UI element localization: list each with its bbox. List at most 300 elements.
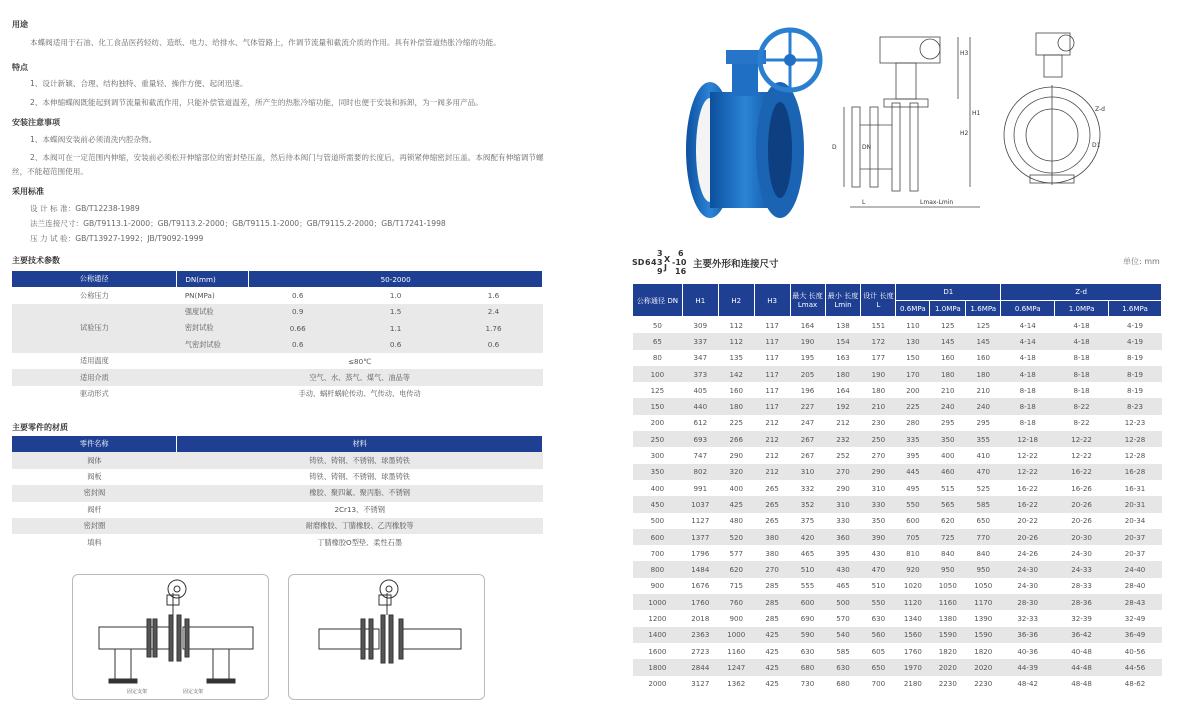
table-cell: 210 xyxy=(941,385,955,395)
table-cell: 20-26 xyxy=(1071,516,1092,526)
part-name: 密封圈 xyxy=(12,518,177,534)
table-cell: 240 xyxy=(966,398,1001,414)
table-cell: 500 xyxy=(825,594,861,610)
tech-cell: 0.6 xyxy=(249,337,347,353)
tech-label: 试验压力 xyxy=(12,304,177,353)
tech-cell: 1.0 xyxy=(389,291,402,301)
table-cell: 400 xyxy=(729,483,744,493)
table-cell: 225 xyxy=(896,398,930,414)
table-cell: 600 xyxy=(906,516,920,526)
table-cell: 1170 xyxy=(966,594,1001,610)
table-cell: 32-49 xyxy=(1124,613,1146,623)
usage-title: 用途 xyxy=(12,20,28,29)
table-cell: 400 xyxy=(650,483,665,493)
table-cell: 2020 xyxy=(930,659,966,675)
table-cell: 1037 xyxy=(682,496,718,512)
valve-photo xyxy=(680,20,855,230)
table-cell: 154 xyxy=(825,333,861,349)
table-cell: 1390 xyxy=(974,613,993,623)
table-cell: 267 xyxy=(790,431,825,447)
table-cell: 2723 xyxy=(691,646,710,656)
table-cell: 247 xyxy=(800,418,815,428)
table-cell: 510 xyxy=(790,561,825,577)
model-j: J xyxy=(664,263,667,272)
table-cell: 700 xyxy=(871,679,886,689)
table-cell: 295 xyxy=(976,418,991,428)
table-cell: 100 xyxy=(633,366,683,382)
table-cell: 550 xyxy=(896,496,930,512)
table-cell: 36-49 xyxy=(1109,627,1162,643)
table-cell: 12-22 xyxy=(1017,451,1039,461)
table-cell: 212 xyxy=(754,431,790,447)
col-header-pressure: 1.6MPa xyxy=(966,300,1001,317)
table-cell: 8-18 xyxy=(1019,418,1036,428)
table-cell: 1796 xyxy=(691,548,710,558)
part-name: 填料 xyxy=(87,537,102,547)
table-cell: 24-40 xyxy=(1109,561,1162,577)
model-code xyxy=(632,249,702,275)
table-cell: 117 xyxy=(754,333,790,349)
table-cell: 465 xyxy=(836,581,850,591)
table-cell: 350 xyxy=(633,464,683,480)
tech-cell: 0.6 xyxy=(445,337,543,353)
dim-label: DN xyxy=(862,144,872,151)
table-cell: 125 xyxy=(941,320,955,330)
table-cell: 375 xyxy=(800,516,815,526)
table-cell: 290 xyxy=(861,464,896,480)
install-diagram-1 xyxy=(72,574,269,700)
table-cell: 170 xyxy=(896,366,930,382)
table-cell: 430 xyxy=(871,548,886,558)
col-header-pressure: 1.0MPa xyxy=(930,300,966,317)
table-row xyxy=(633,529,1162,545)
table-cell: 590 xyxy=(790,627,825,643)
table-cell: 680 xyxy=(790,659,825,675)
dim-label: Z-d xyxy=(1095,106,1105,113)
install-item: 1、本蝶阀安装前必须清洗内腔杂物。 xyxy=(30,135,157,144)
table-cell: 2020 xyxy=(966,659,1001,675)
table-cell: 460 xyxy=(930,464,966,480)
table-cell: 44-56 xyxy=(1109,659,1162,675)
table-cell: 330 xyxy=(836,516,850,526)
part-material: 铸铁、铸钢、不锈钢、球墨铸铁 xyxy=(309,471,410,481)
table-cell: 16-22 xyxy=(1017,483,1039,493)
table-cell: 164 xyxy=(836,385,850,395)
table-cell: 390 xyxy=(861,529,896,545)
table-cell: 117 xyxy=(765,353,779,363)
table-row xyxy=(633,676,1162,692)
table-cell: 4-19 xyxy=(1126,320,1144,330)
dim-label: H1 xyxy=(972,110,981,117)
table-cell: 347 xyxy=(693,353,708,363)
table-cell: 337 xyxy=(682,333,718,349)
table-cell: 690 xyxy=(800,613,815,623)
table-cell: 395 xyxy=(906,451,920,461)
table-cell: 620 xyxy=(941,516,955,526)
table-cell: 332 xyxy=(800,483,815,493)
table-cell: 4-18 xyxy=(1001,366,1055,382)
table-cell: 20-34 xyxy=(1124,516,1146,526)
table-cell: 28-30 xyxy=(1001,594,1055,610)
table-cell: 465 xyxy=(800,548,815,558)
table-cell: 160 xyxy=(941,353,955,363)
table-cell: 8-19 xyxy=(1109,366,1162,382)
table-cell: 335 xyxy=(896,431,930,447)
col-header-l: 设计 长度 L xyxy=(861,284,896,317)
table-cell: 760 xyxy=(718,594,754,610)
table-cell: 125 xyxy=(976,320,991,330)
table-cell: 355 xyxy=(966,431,1001,447)
table-cell: 605 xyxy=(871,646,886,656)
table-cell: 1800 xyxy=(633,659,683,675)
table-cell: 1484 xyxy=(682,561,718,577)
tech-label: 适用温度 xyxy=(80,356,109,366)
table-cell: 2180 xyxy=(903,679,922,689)
table-cell: 770 xyxy=(966,529,1001,545)
table-cell: 400 xyxy=(941,451,955,461)
tech-cell: 气密封试验 xyxy=(177,337,249,353)
standard-item: 压 力 试 验：GB/T13927-1992；JB/T9092-1999 xyxy=(30,234,204,243)
table-row xyxy=(633,333,1162,349)
table-cell: 810 xyxy=(906,548,920,558)
table-cell: 425 xyxy=(765,646,779,656)
model-sub: 16 xyxy=(675,267,687,276)
table-cell: 2230 xyxy=(974,679,993,689)
table-cell: 900 xyxy=(650,581,665,591)
table-row xyxy=(633,464,1162,480)
table-cell: 840 xyxy=(976,548,991,558)
table-cell: 12-23 xyxy=(1124,418,1146,428)
table-cell: 36-42 xyxy=(1055,627,1109,643)
table-cell: 16-26 xyxy=(1071,483,1092,493)
table-cell: 177 xyxy=(871,353,886,363)
table-cell: 44-48 xyxy=(1055,659,1109,675)
table-cell: 265 xyxy=(765,483,779,493)
table-cell: 20-26 xyxy=(1001,529,1055,545)
install-list xyxy=(12,133,552,179)
table-cell: 450 xyxy=(633,496,683,512)
table-cell: 373 xyxy=(682,366,718,382)
table-cell: 570 xyxy=(836,613,850,623)
dim-label: D xyxy=(832,144,837,151)
table-cell: 510 xyxy=(871,581,886,591)
table-cell: 620 xyxy=(718,561,754,577)
table-cell: 212 xyxy=(836,418,850,428)
table-cell: 310 xyxy=(871,483,886,493)
table-cell: 24-26 xyxy=(1017,548,1039,558)
table-cell: 16-22 xyxy=(1055,464,1109,480)
table-cell: 991 xyxy=(693,483,708,493)
table-cell: 630 xyxy=(800,646,815,656)
table-cell: 495 xyxy=(906,483,920,493)
table-cell: 8-18 xyxy=(1073,353,1090,363)
dim-label: H2 xyxy=(960,130,969,137)
table-cell: 2363 xyxy=(682,627,718,643)
table-cell: 405 xyxy=(693,385,708,395)
table-cell: 4-18 xyxy=(1073,320,1090,330)
table-cell: 12-22 xyxy=(1071,451,1092,461)
table-cell: 612 xyxy=(693,418,708,428)
table-cell: 150 xyxy=(633,398,683,414)
table-cell: 4-18 xyxy=(1019,353,1036,363)
table-cell: 600 xyxy=(633,529,683,545)
dim-label: D1 xyxy=(1092,142,1101,149)
feature-item: 1、设计新颖、合理、结构独特、重量轻、操作方便、起闭迅速。 xyxy=(30,79,248,88)
table-cell: 950 xyxy=(930,561,966,577)
table-cell: 525 xyxy=(976,483,991,493)
table-cell: 577 xyxy=(729,548,744,558)
usage-text: 本蝶阀适用于石油、化工食品医药轻纺、造纸、电力、给排水、气体管路上，作调节流量和截流介质的作用。具有补偿管道热胀冷缩的功能。 xyxy=(30,38,501,47)
table-cell: 20-37 xyxy=(1124,548,1146,558)
table-cell: 650 xyxy=(861,659,896,675)
table-cell: 190 xyxy=(861,366,896,382)
table-cell: 285 xyxy=(765,613,779,623)
table-cell: 280 xyxy=(906,418,920,428)
table-cell: 117 xyxy=(765,320,779,330)
table-cell: 32-33 xyxy=(1017,613,1039,623)
part-name: 密封阀 xyxy=(12,485,177,501)
table-cell: 1000 xyxy=(718,627,754,643)
table-cell: 330 xyxy=(861,496,896,512)
part-name: 阀杆 xyxy=(87,504,102,514)
table-cell: 470 xyxy=(861,561,896,577)
standard-item: 法兰连接尺寸：GB/T9113.1-2000；GB/T9113.2-2000；GB/T9115.1-2000；GB/T9115.2-2000；GB/T17241-1998 xyxy=(30,219,446,228)
tech-params-table xyxy=(12,271,543,402)
table-cell: 180 xyxy=(718,398,754,414)
table-cell: 150 xyxy=(906,353,920,363)
unit-label: 单位: mm xyxy=(1123,257,1160,266)
model-mid: -10 xyxy=(672,258,687,267)
table-cell: 630 xyxy=(825,659,861,675)
table-cell: 135 xyxy=(729,353,744,363)
table-cell: 295 xyxy=(941,418,955,428)
table-cell: 117 xyxy=(765,385,779,395)
table-row xyxy=(633,382,1162,398)
table-cell: 350 xyxy=(871,516,886,526)
table-cell: 12-28 xyxy=(1124,451,1146,461)
tech-header-cell: DN(mm) xyxy=(177,271,249,287)
table-row xyxy=(633,610,1162,626)
tech-cell: 0.66 xyxy=(249,320,347,336)
part-material: 丁腈橡胶O型垫、柔性石墨 xyxy=(317,537,403,547)
table-cell: 225 xyxy=(729,418,744,428)
table-cell: 270 xyxy=(871,451,886,461)
support-label: 固定支架 xyxy=(183,689,204,695)
part-material: 2Cr13、不锈钢 xyxy=(334,504,385,514)
table-cell: 1676 xyxy=(691,581,710,591)
table-cell: 172 xyxy=(861,333,896,349)
table-row xyxy=(633,317,1162,334)
model-x: X xyxy=(664,255,671,264)
tech-cell: 2.4 xyxy=(445,304,543,320)
install-item: 2、本阀可在一定范围内伸缩，安装前必须松开伸缩部位的密封垫压盖，然后待本阀门与管道所需要的长度后，再锁紧伸缩密封压盖。本阀配有伸缩调节螺丝，不能超范围使用。 xyxy=(12,153,544,176)
table-cell: 36-36 xyxy=(1001,627,1055,643)
table-cell: 200 xyxy=(906,385,920,395)
table-cell: 425 xyxy=(754,627,790,643)
table-cell: 802 xyxy=(682,464,718,480)
table-cell: 730 xyxy=(800,679,815,689)
table-cell: 1590 xyxy=(966,627,1001,643)
table-cell: 8-19 xyxy=(1126,385,1144,395)
tech-cell: ≤80℃ xyxy=(348,356,372,366)
table-cell: 48-48 xyxy=(1071,679,1092,689)
table-cell: 585 xyxy=(836,646,850,656)
table-cell: 4-18 xyxy=(1055,333,1109,349)
table-cell: 550 xyxy=(861,594,896,610)
table-cell: 4-14 xyxy=(1001,333,1055,349)
table-cell: 310 xyxy=(790,464,825,480)
table-cell: 160 xyxy=(729,385,744,395)
table-cell: 44-39 xyxy=(1001,659,1055,675)
table-cell: 196 xyxy=(800,385,815,395)
table-cell: 520 xyxy=(718,529,754,545)
table-cell: 2844 xyxy=(682,659,718,675)
table-cell: 28-36 xyxy=(1055,594,1109,610)
table-cell: 1120 xyxy=(896,594,930,610)
tech-cell: 0.9 xyxy=(249,304,347,320)
col-header-lmin: 最小 长度 Lmin xyxy=(825,284,861,317)
table-cell: 110 xyxy=(906,320,920,330)
tech-cell: PN(MPa) xyxy=(184,291,215,301)
install-diagram-2 xyxy=(288,574,485,700)
materials-header-cell: 零件名称 xyxy=(12,436,177,452)
pipeline-sketch xyxy=(289,575,484,699)
table-cell: 227 xyxy=(790,398,825,414)
table-cell: 24-30 xyxy=(1001,561,1055,577)
table-cell: 8-18 xyxy=(1055,366,1109,382)
table-cell: 1377 xyxy=(682,529,718,545)
col-header-lmax: 最大 长度 Lmax xyxy=(790,284,825,317)
table-cell: 1820 xyxy=(974,646,993,656)
table-cell: 480 xyxy=(729,516,744,526)
table-cell: 16-28 xyxy=(1109,464,1162,480)
table-row xyxy=(633,447,1162,463)
table-cell: 117 xyxy=(754,366,790,382)
table-cell: 290 xyxy=(729,451,744,461)
col-header-d1: D1 xyxy=(896,284,1001,301)
table-row xyxy=(633,480,1162,496)
table-cell: 163 xyxy=(836,353,850,363)
table-cell: 1200 xyxy=(648,613,667,623)
table-cell: 8-18 xyxy=(1001,398,1055,414)
pipeline-sketch xyxy=(73,575,268,699)
table-cell: 440 xyxy=(682,398,718,414)
model-digit: 3 xyxy=(657,258,663,267)
table-row xyxy=(633,431,1162,447)
table-cell: 195 xyxy=(800,353,815,363)
dimensions-table xyxy=(632,283,1162,692)
table-cell: 352 xyxy=(790,496,825,512)
table-cell: 267 xyxy=(800,451,815,461)
table-cell: 265 xyxy=(765,516,779,526)
table-cell: 80 xyxy=(652,353,662,363)
table-cell: 2000 xyxy=(648,679,667,689)
table-cell: 700 xyxy=(650,548,665,558)
standard-item: 设 计 标 准：GB/T12238-1989 xyxy=(30,204,140,213)
part-name: 阀体 xyxy=(12,452,177,468)
table-cell: 252 xyxy=(836,451,850,461)
table-cell: 1020 xyxy=(903,581,922,591)
support-label: 固定支架 xyxy=(127,689,148,695)
table-cell: 20-31 xyxy=(1109,496,1162,512)
table-cell: 8-22 xyxy=(1055,398,1109,414)
table-cell: 160 xyxy=(976,353,991,363)
table-cell: 425 xyxy=(718,496,754,512)
table-cell: 725 xyxy=(930,529,966,545)
table-cell: 1247 xyxy=(718,659,754,675)
table-cell: 112 xyxy=(718,333,754,349)
table-cell: 180 xyxy=(966,366,1001,382)
table-row xyxy=(633,643,1162,659)
tech-cell: 强度试验 xyxy=(177,304,249,320)
table-cell: 20-22 xyxy=(1017,516,1039,526)
table-cell: 180 xyxy=(930,366,966,382)
table-cell: 420 xyxy=(790,529,825,545)
table-cell: 20-37 xyxy=(1109,529,1162,545)
table-cell: 715 xyxy=(729,581,744,591)
table-row xyxy=(633,350,1162,366)
tech-cell: 手动、蜗杆蜗轮传动、气传动、电传动 xyxy=(298,388,421,398)
table-cell: 212 xyxy=(754,464,790,480)
tech-cell: 1.5 xyxy=(347,304,445,320)
table-cell: 1600 xyxy=(648,646,667,656)
table-row xyxy=(633,561,1162,577)
table-cell: 138 xyxy=(836,320,850,330)
tech-header-cell: 50-2000 xyxy=(249,271,543,287)
model-sup: 3 xyxy=(657,249,663,258)
table-cell: 380 xyxy=(754,529,790,545)
table-cell: 920 xyxy=(896,561,930,577)
col-header-pressure: 0.6MPa xyxy=(1001,300,1055,317)
table-cell: 1362 xyxy=(727,679,746,689)
table-cell: 1760 xyxy=(903,646,922,656)
table-cell: 32-39 xyxy=(1071,613,1092,623)
table-row xyxy=(633,398,1162,414)
table-cell: 1820 xyxy=(938,646,957,656)
standards-title: 采用标准 xyxy=(12,187,44,196)
features-list xyxy=(12,77,552,110)
table-cell: 12-18 xyxy=(1001,431,1055,447)
table-cell: 410 xyxy=(976,451,991,461)
table-row xyxy=(633,513,1162,529)
table-cell: 380 xyxy=(765,548,779,558)
table-cell: 285 xyxy=(765,581,779,591)
tech-label: 驱动形式 xyxy=(80,388,109,398)
table-cell: 585 xyxy=(966,496,1001,512)
table-cell: 65 xyxy=(633,333,683,349)
col-header-h3: H3 xyxy=(754,284,790,317)
tech-cell: 0.6 xyxy=(347,337,445,353)
table-cell: 285 xyxy=(754,594,790,610)
features-title: 特点 xyxy=(12,63,28,72)
feature-item: 2、本伸缩蝶阀既能起到调节流量和截流作用，只能补偿管道温差，所产生的热胀冷缩功能，同时也便于安装和拆卸，为一阀多用产品。 xyxy=(30,98,483,107)
install-title: 安装注意事项 xyxy=(12,118,60,127)
table-cell: 265 xyxy=(754,496,790,512)
table-cell: 130 xyxy=(896,333,930,349)
table-cell: 180 xyxy=(825,366,861,382)
table-cell: 290 xyxy=(836,483,850,493)
table-cell: 212 xyxy=(765,451,779,461)
table-cell: 2018 xyxy=(691,613,710,623)
table-cell: 555 xyxy=(800,581,815,591)
tech-cell: 0.6 xyxy=(291,291,304,301)
table-cell: 4-14 xyxy=(1019,320,1036,330)
dimensions-body xyxy=(633,317,1162,692)
table-cell: 360 xyxy=(825,529,861,545)
table-cell: 650 xyxy=(976,516,991,526)
table-cell: 145 xyxy=(966,333,1001,349)
model-prefix: SD xyxy=(632,258,645,267)
